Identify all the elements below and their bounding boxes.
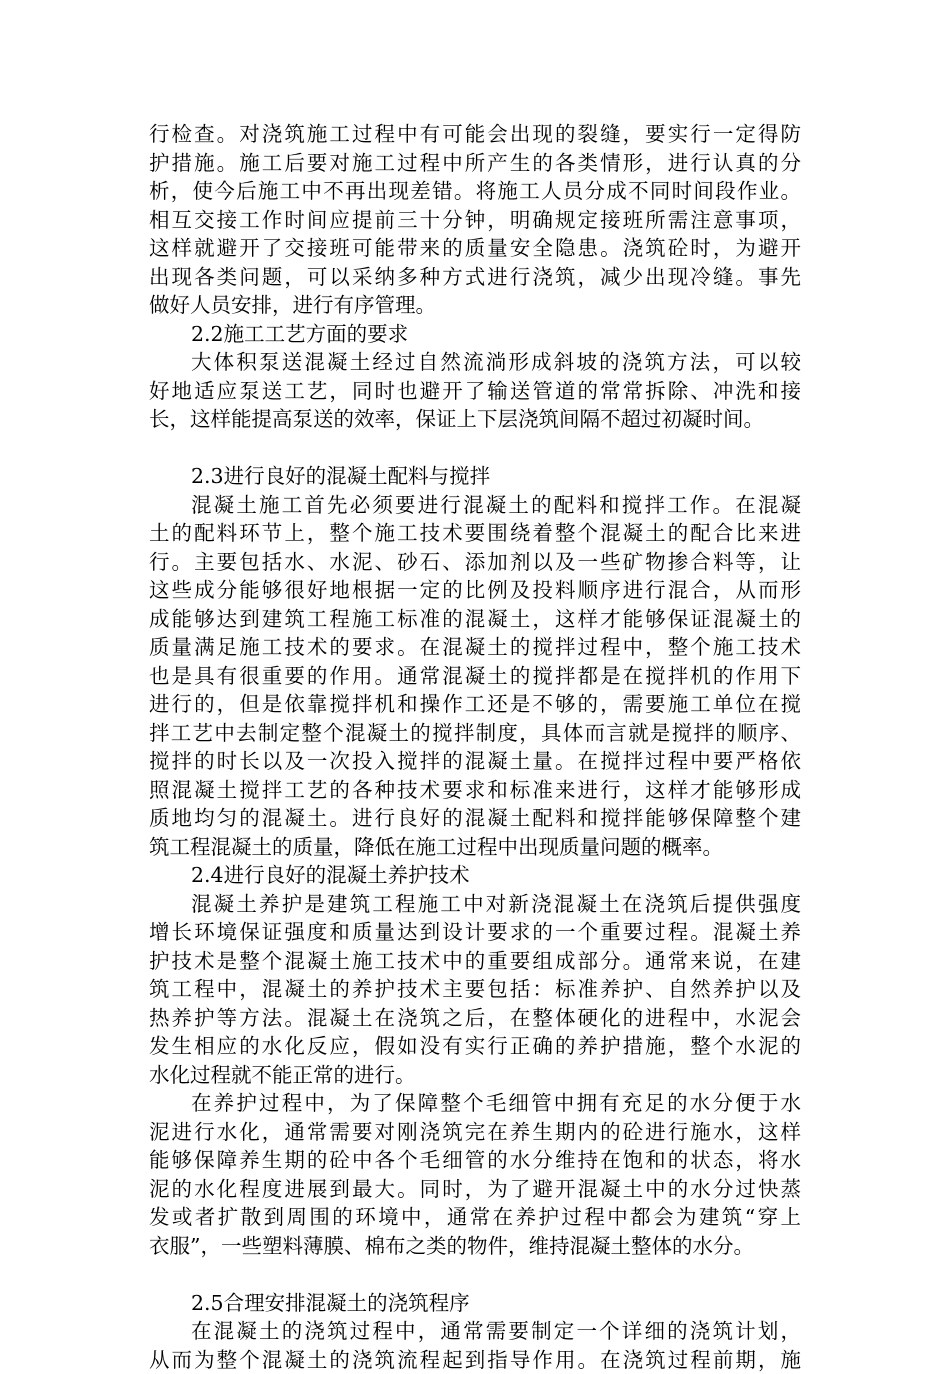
section-heading-2-4: 2.4进行良好的混凝土养护技术 xyxy=(149,861,801,890)
paragraph-mixing xyxy=(149,491,801,862)
text-line: 从而为整个混凝土的浇筑流程起到指导作用。在浇筑过程前期，施 xyxy=(149,1346,801,1374)
text-line: 行。主要包括水、水泥、砂石、添加剂以及一些矿物掺合料等，让 xyxy=(149,548,801,577)
text-line: 衣服”，一些塑料薄膜、棉布之类的物件，维持混凝土整体的水分。 xyxy=(149,1232,801,1261)
section-heading-2-5: 2.5合理安排混凝土的浇筑程序 xyxy=(149,1289,801,1318)
text-line: 增长环境保证强度和质量达到设计要求的一个重要过程。混凝土养 xyxy=(149,918,801,947)
text-line: 质地均匀的混凝土。进行良好的混凝土配料和搅拌能够保障整个建 xyxy=(149,804,801,833)
text-line: 筑工程中，混凝土的养护技术主要包括：标准养护、自然养护以及 xyxy=(149,975,801,1004)
text-line: 搅拌的时长以及一次投入搅拌的混凝土量。在搅拌过程中要严格依 xyxy=(149,747,801,776)
text-line: 析，使今后施工中不再出现差错。将施工人员分成不同时间段作业。 xyxy=(149,177,801,206)
text-line: 在混凝土的浇筑过程中，通常需要制定一个详细的浇筑计划， xyxy=(149,1317,801,1346)
paragraph-pumping xyxy=(149,348,801,434)
text-line: 质量满足施工技术的要求。在混凝土的搅拌过程中，整个施工技术 xyxy=(149,633,801,662)
text-line: 护技术是整个混凝土施工技术中的重要组成部分。通常来说，在建 xyxy=(149,947,801,976)
text-line: 混凝土养护是建筑工程施工中对新浇混凝土在浇筑后提供强度 xyxy=(149,890,801,919)
paragraph-continuation xyxy=(149,120,801,320)
text-line: 拌工艺中去制定整个混凝土的搅拌制度，具体而言就是搅拌的顺序、 xyxy=(149,719,801,748)
text-line: 这样就避开了交接班可能带来的质量安全隐患。浇筑砼时，为避开 xyxy=(149,234,801,263)
text-line: 在养护过程中，为了保障整个毛细管中拥有充足的水分便于水 xyxy=(149,1089,801,1118)
text-line: 泥进行水化，通常需要对刚浇筑完在养生期内的砼进行施水，这样 xyxy=(149,1118,801,1147)
text-line: 相互交接工作时间应提前三十分钟，明确规定接班所需注意事项， xyxy=(149,206,801,235)
text-line: 混凝土施工首先必须要进行混凝土的配料和搅拌工作。在混凝 xyxy=(149,491,801,520)
text-line: 长，这样能提高泵送的效率，保证上下层浇筑间隔不超过初凝时间。 xyxy=(149,405,801,434)
text-line: 照混凝土搅拌工艺的各种技术要求和标准来进行，这样才能够形成 xyxy=(149,776,801,805)
text-line: 护措施。施工后要对施工过程中所产生的各类情形，进行认真的分 xyxy=(149,149,801,178)
blank-line xyxy=(149,434,801,463)
text-line: 水化过程就不能正常的进行。 xyxy=(149,1061,801,1090)
text-line: 土的配料环节上，整个施工技术要围绕着整个混凝土的配合比来进 xyxy=(149,519,801,548)
blank-line xyxy=(149,1260,801,1289)
text-line: 也是具有很重要的作用。通常混凝土的搅拌都是在搅拌机的作用下 xyxy=(149,662,801,691)
text-line: 进行的，但是依靠搅拌机和操作工还是不够的，需要施工单位在搅 xyxy=(149,690,801,719)
section-heading-2-3: 2.3进行良好的混凝土配料与搅拌 xyxy=(149,462,801,491)
text-line: 大体积泵送混凝土经过自然流淌形成斜坡的浇筑方法，可以较 xyxy=(149,348,801,377)
text-line: 成能够达到建筑工程施工标准的混凝土，这样才能够保证混凝土的 xyxy=(149,605,801,634)
text-line: 筑工程混凝土的质量，降低在施工过程中出现质量问题的概率。 xyxy=(149,833,801,862)
paragraph-curing-process xyxy=(149,1089,801,1260)
text-line: 能够保障养生期的砼中各个毛细管的水分维持在饱和的状态，将水 xyxy=(149,1146,801,1175)
text-line: 泥的水化程度进展到最大。同时，为了避开混凝土中的水分过快蒸 xyxy=(149,1175,801,1204)
text-line: 发或者扩散到周围的环境中，通常在养护过程中都会为建筑“穿上 xyxy=(149,1203,801,1232)
section-heading-2-2: 2.2施工工艺方面的要求 xyxy=(149,320,801,349)
document-page xyxy=(149,120,801,1374)
text-line: 热养护等方法。混凝土在浇筑之后，在整体硬化的进程中，水泥会 xyxy=(149,1004,801,1033)
text-line: 做好人员安排，进行有序管理。 xyxy=(149,291,801,320)
text-line: 这些成分能够很好地根据一定的比例及投料顺序进行混合，从而形 xyxy=(149,576,801,605)
text-line: 行检查。对浇筑施工过程中有可能会出现的裂缝，要实行一定得防 xyxy=(149,120,801,149)
paragraph-pouring-sequence xyxy=(149,1317,801,1374)
text-line: 出现各类问题，可以采纳多种方式进行浇筑，减少出现冷缝。事先 xyxy=(149,263,801,292)
text-line: 好地适应泵送工艺，同时也避开了输送管道的常常拆除、冲洗和接 xyxy=(149,377,801,406)
text-line: 发生相应的水化反应，假如没有实行正确的养护措施，整个水泥的 xyxy=(149,1032,801,1061)
paragraph-curing-intro xyxy=(149,890,801,1090)
